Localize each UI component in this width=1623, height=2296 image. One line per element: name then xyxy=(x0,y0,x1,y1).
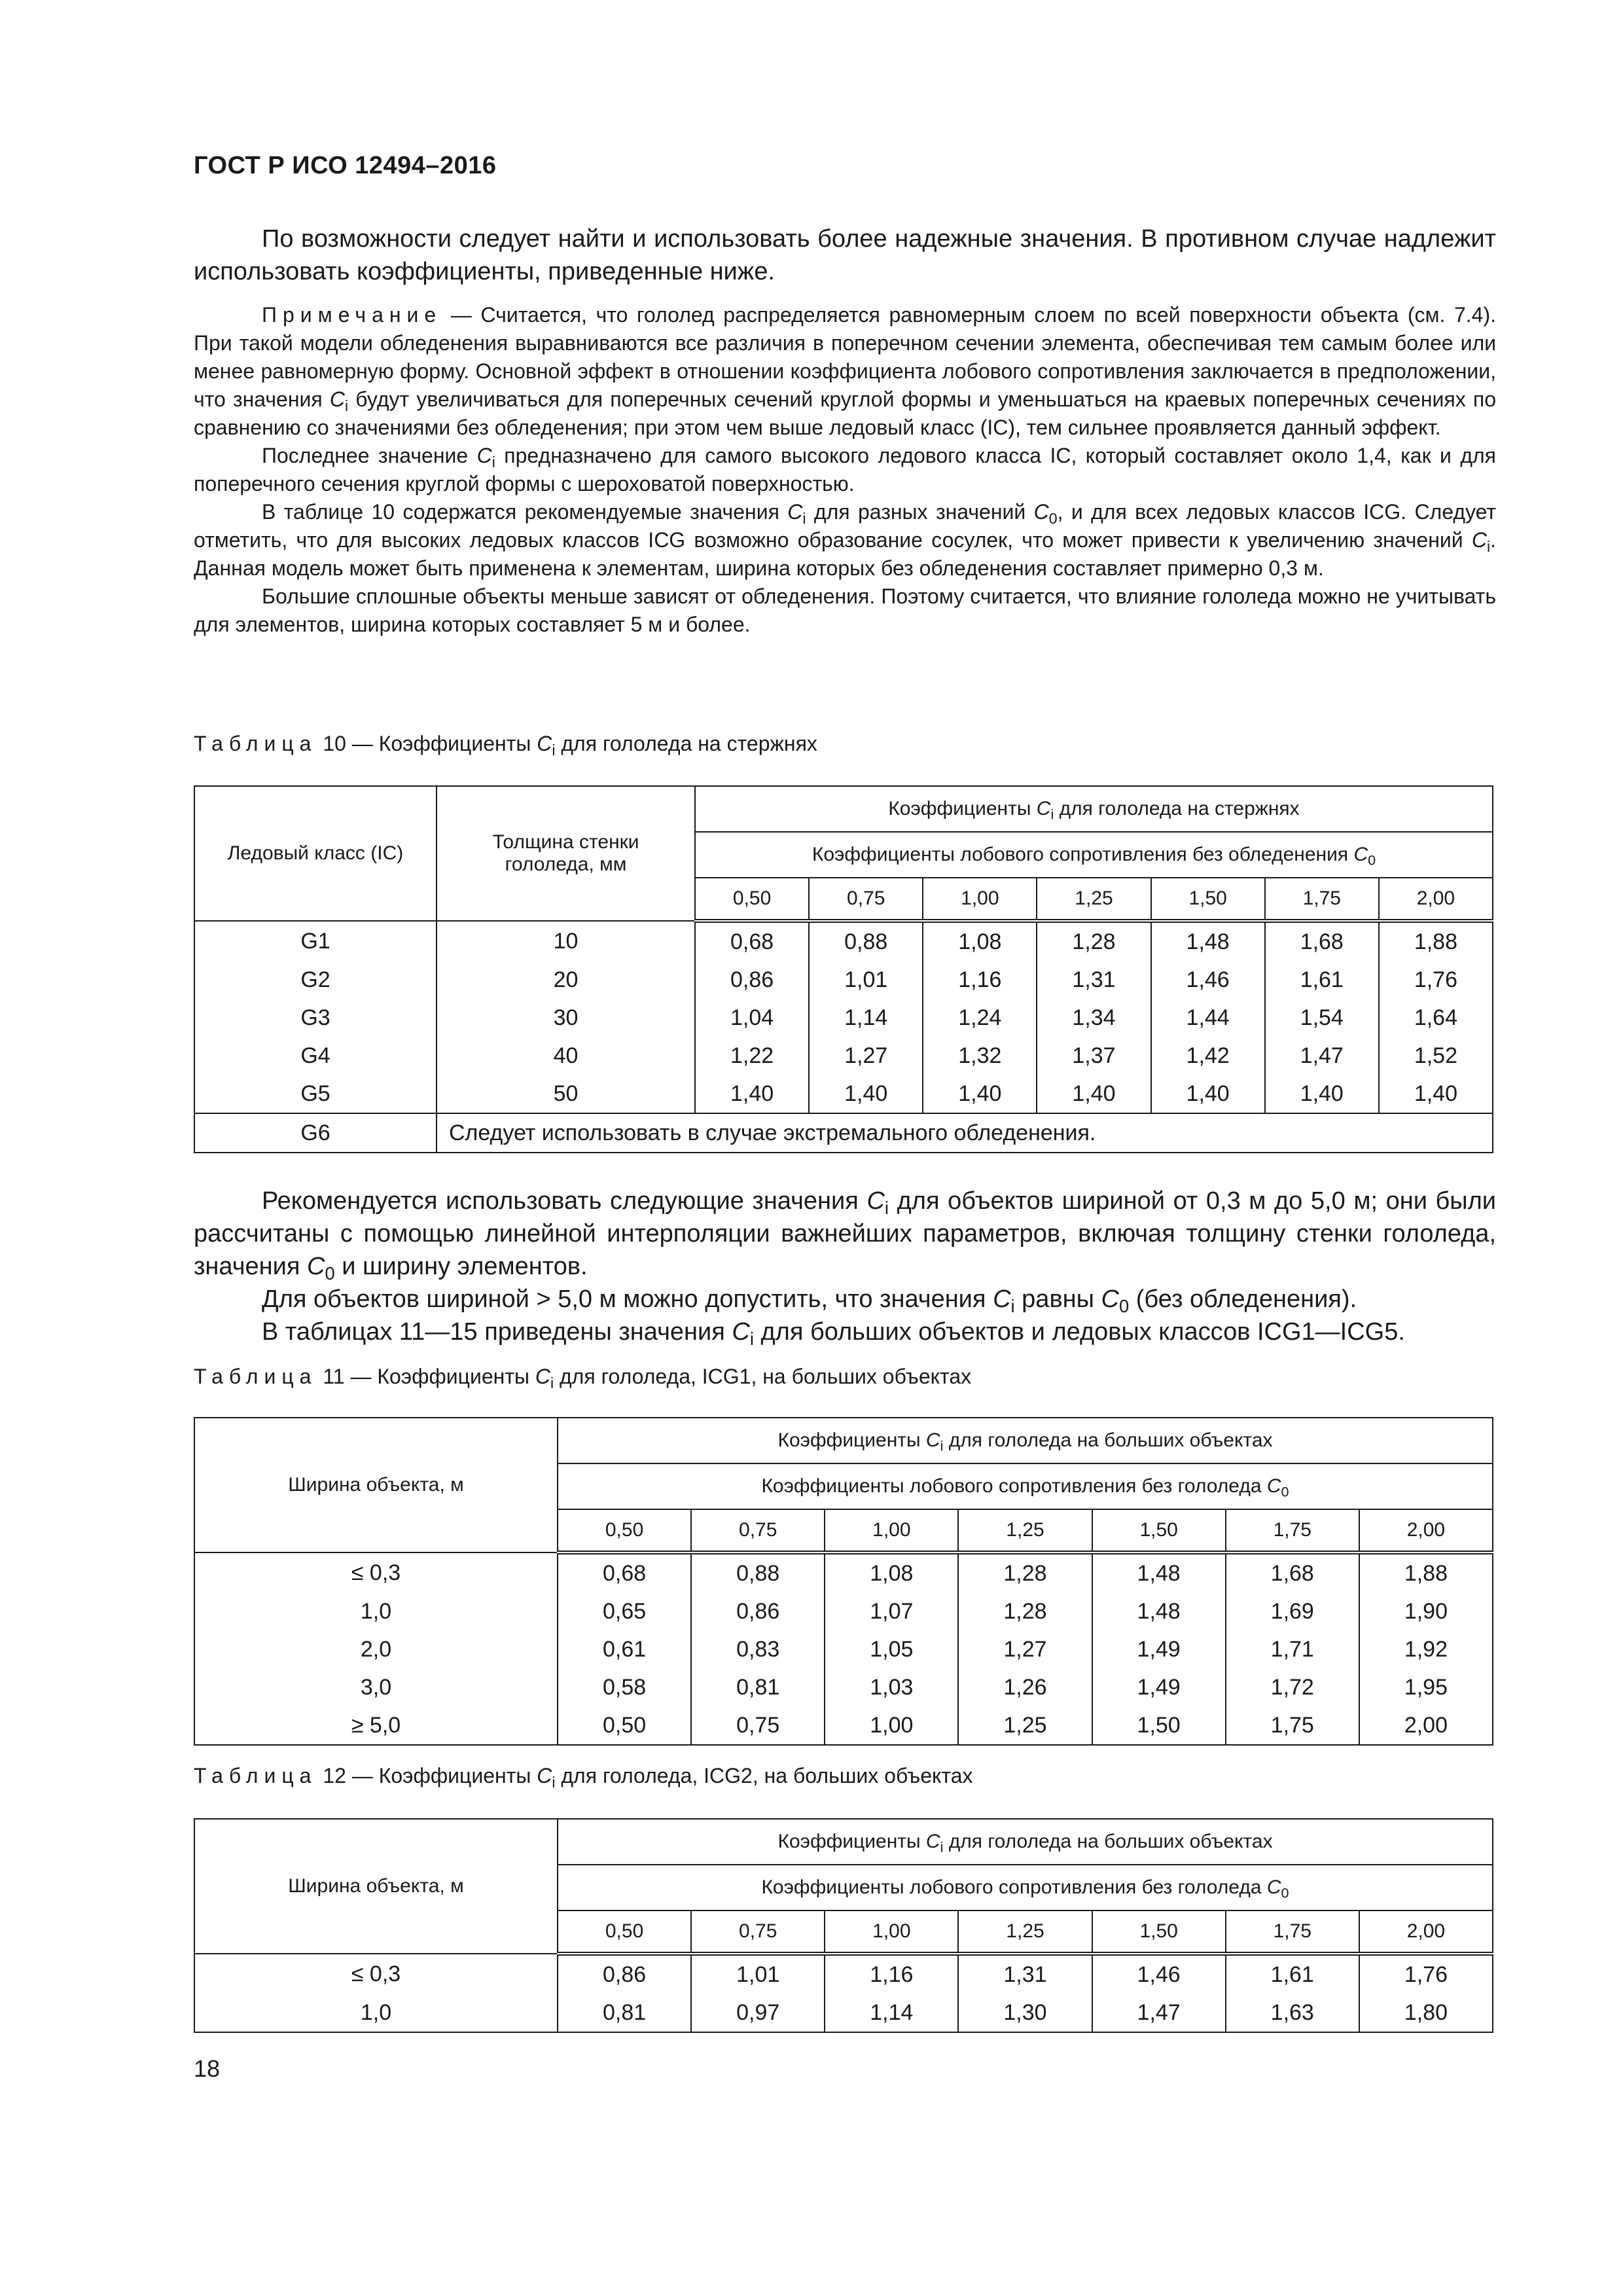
table-row xyxy=(194,1037,1493,1075)
value-cell: 0,88 xyxy=(691,1552,825,1592)
value-cell: 1,05 xyxy=(825,1630,958,1668)
value-cell: 1,61 xyxy=(1226,1954,1359,1994)
note-block xyxy=(194,301,1496,639)
table-row xyxy=(194,1668,1493,1706)
col-thickness: Толщина стенки гололеда, мм xyxy=(437,786,695,921)
table-row xyxy=(194,1075,1493,1113)
document-code: ГОСТ Р ИСО 12494–2016 xyxy=(194,152,497,179)
value-cell: 1,49 xyxy=(1092,1630,1226,1668)
value-cell: 1,27 xyxy=(809,1037,923,1075)
value-cell: 0,58 xyxy=(558,1668,691,1706)
value-cell: 1,52 xyxy=(1379,1037,1493,1075)
c0-header: 1,00 xyxy=(825,1509,958,1552)
table-row xyxy=(194,1630,1493,1668)
sub-title: Коэффициенты лобового сопротивления без гололеда $C_0$ xyxy=(558,1865,1493,1910)
value-cell: 1,28 xyxy=(958,1592,1092,1630)
c0-header: 1,75 xyxy=(1265,878,1379,921)
row-label-cell: 2,0 xyxy=(194,1630,558,1668)
row-label-cell: 20 xyxy=(437,961,695,999)
value-cell: 1,48 xyxy=(1092,1592,1226,1630)
value-cell: 1,54 xyxy=(1265,999,1379,1037)
intro-paragraph: По возможности следует найти и использовать более надежные значения. В противном случае надлежит использовать коэффициенты, приведенные ниже. xyxy=(194,225,1496,285)
value-cell: 0,86 xyxy=(558,1954,691,1994)
value-cell: 0,81 xyxy=(691,1668,825,1706)
middle-paragraph-1: Рекомендуется использовать следующие значения $C_i$ для объектов шириной от 0,3 м до 5,0 м; они были рассчитаны с помощью линейной интерполяции важнейших параметров, включая толщину стенки гололеда, значения $C_0$ и ширину элементов. xyxy=(194,1187,1497,1284)
value-cell: 1,75 xyxy=(1226,1706,1359,1745)
value-cell: 0,86 xyxy=(691,1592,825,1630)
group-title: Коэффициенты $C_i$ для гололеда на стержнях xyxy=(695,786,1493,832)
value-cell: 1,25 xyxy=(958,1706,1092,1745)
value-cell: 1,03 xyxy=(825,1668,958,1706)
c0-header: 1,25 xyxy=(958,1509,1092,1552)
value-cell: 1,46 xyxy=(1151,961,1265,999)
value-cell: 1,48 xyxy=(1151,921,1265,961)
c0-header: 1,00 xyxy=(923,878,1037,921)
table-row xyxy=(194,961,1493,999)
middle-paragraph-3: В таблицах 11—15 приведены значения $C_i$ для больших объектов и ледовых классов ICG1—ICG5. xyxy=(262,1318,1405,1350)
note-paragraph-1: Примечание — Считается, что гололед распределяется равномерным слоем по всей поверхности объекта (см. 7.4). При такой модели обледенения выравниваются все различия в поперечном сечении элемента, обеспечивая тем самым более или менее равномерную форму. Основной эффект в отношении коэффициента лобового сопротивления заключается в предположении, что значения $C_i$ будут увеличиваться для поперечных сечений круглой формы и уменьшаться на краевых поперечных сечениях по сравнению со значениями без обледенения; при этом чем выше ледовый класс (IC), тем сильнее проявляется данный эффект. xyxy=(194,303,1497,439)
value-cell: 1,31 xyxy=(958,1954,1092,1994)
c0-header: 0,75 xyxy=(691,1910,825,1954)
row-label-cell: ≥ 5,0 xyxy=(194,1706,558,1745)
c0-header: 1,75 xyxy=(1226,1910,1359,1954)
col-ice-class: Ледовый класс (IC) xyxy=(194,786,437,921)
value-cell: 1,63 xyxy=(1226,1994,1359,2032)
value-cell: 1,42 xyxy=(1151,1037,1265,1075)
c0-header: 1,00 xyxy=(825,1910,958,1954)
value-cell: 1,64 xyxy=(1379,999,1493,1037)
table10 xyxy=(194,785,1493,1153)
col-object-width: Ширина объекта, м xyxy=(194,1819,558,1954)
note-paragraph-2: Последнее значение $C_i$ предназначено для самого высокого ледового класса IC, который составляет около 1,4, как и для поперечного сечения круглой формы с шероховатой поверхностью. xyxy=(194,444,1497,495)
value-cell: 1,37 xyxy=(1037,1037,1150,1075)
c0-header: 1,50 xyxy=(1092,1509,1226,1552)
value-cell: 0,88 xyxy=(809,921,923,961)
value-cell: 1,76 xyxy=(1359,1954,1493,1994)
value-cell: 0,97 xyxy=(691,1994,825,2032)
c0-header: 1,50 xyxy=(1151,878,1265,921)
value-cell: 1,24 xyxy=(923,999,1037,1037)
value-cell: 0,50 xyxy=(558,1706,691,1745)
value-cell: 1,40 xyxy=(1151,1075,1265,1113)
group-title: Коэффициенты $C_i$ для гололеда на больших объектах xyxy=(558,1819,1493,1865)
row-label-cell: 1,0 xyxy=(194,1994,558,2032)
value-cell: 1,69 xyxy=(1226,1592,1359,1630)
value-cell: 0,68 xyxy=(558,1552,691,1592)
value-cell: 0,83 xyxy=(691,1630,825,1668)
value-cell: 1,40 xyxy=(695,1075,809,1113)
value-cell: 1,14 xyxy=(809,999,923,1037)
row-label-cell: G2 xyxy=(194,961,437,999)
value-cell: 1,40 xyxy=(1265,1075,1379,1113)
row-label-cell: 50 xyxy=(437,1075,695,1113)
c0-header: 0,50 xyxy=(695,878,809,921)
value-cell: 1,68 xyxy=(1226,1552,1359,1592)
table12-caption: Таблица 12 — Коэффициенты $C_i$ для гололеда, ICG2, на больших объектах xyxy=(194,1764,973,1791)
c0-header: 2,00 xyxy=(1359,1509,1493,1552)
table-row xyxy=(194,1954,1493,1994)
row-label-cell: G4 xyxy=(194,1037,437,1075)
value-cell: 1,16 xyxy=(825,1954,958,1994)
value-cell: 1,92 xyxy=(1359,1630,1493,1668)
value-cell: 1,31 xyxy=(1037,961,1150,999)
value-cell: 1,28 xyxy=(1037,921,1150,961)
value-cell: 1,34 xyxy=(1037,999,1150,1037)
value-cell: 1,47 xyxy=(1092,1994,1226,2032)
c0-header: 1,25 xyxy=(958,1910,1092,1954)
value-cell: 1,46 xyxy=(1092,1954,1226,1994)
row-label-cell: 40 xyxy=(437,1037,695,1075)
value-cell: 1,76 xyxy=(1379,961,1493,999)
table11-caption: Таблица 11 — Коэффициенты $C_i$ для гололеда, ICG1, на больших объектах xyxy=(194,1365,972,1391)
value-cell: 1,14 xyxy=(825,1994,958,2032)
row-label-cell: 3,0 xyxy=(194,1668,558,1706)
value-cell: 2,00 xyxy=(1359,1706,1493,1745)
table-row xyxy=(194,999,1493,1037)
value-cell: 1,49 xyxy=(1092,1668,1226,1706)
value-cell: 1,01 xyxy=(809,961,923,999)
middle-text xyxy=(194,1185,1496,1348)
value-cell: 1,40 xyxy=(1379,1075,1493,1113)
row-label-cell: 10 xyxy=(437,921,695,961)
value-cell: 0,81 xyxy=(558,1994,691,2032)
value-cell: 1,90 xyxy=(1359,1592,1493,1630)
table-row xyxy=(194,1994,1493,2032)
table11 xyxy=(194,1417,1493,1746)
g6-note-cell: Следует использовать в случае экстремального обледенения. xyxy=(437,1113,1493,1153)
value-cell: 1,68 xyxy=(1265,921,1379,961)
value-cell: 1,72 xyxy=(1226,1668,1359,1706)
value-cell: 1,40 xyxy=(1037,1075,1150,1113)
value-cell: 1,88 xyxy=(1379,921,1493,961)
row-label-cell: G3 xyxy=(194,999,437,1037)
value-cell: 1,32 xyxy=(923,1037,1037,1075)
value-cell: 1,47 xyxy=(1265,1037,1379,1075)
value-cell: 1,04 xyxy=(695,999,809,1037)
value-cell: 0,65 xyxy=(558,1592,691,1630)
table-row xyxy=(194,1552,1493,1592)
value-cell: 1,71 xyxy=(1226,1630,1359,1668)
value-cell: 1,16 xyxy=(923,961,1037,999)
table-row xyxy=(194,1706,1493,1745)
value-cell: 1,07 xyxy=(825,1592,958,1630)
middle-paragraph-2: Для объектов шириной > 5,0 м можно допустить, что значения $C_i$ равны $C_0$ (без обледенения). xyxy=(262,1285,1357,1317)
row-label-cell: G1 xyxy=(194,921,437,961)
value-cell: 1,95 xyxy=(1359,1668,1493,1706)
note-paragraph-4: Большие сплошные объекты меньше зависят от обледенения. Поэтому считается, что влияние гололеда можно не учитывать для элементов, ширина которых составляет 5 м и более. xyxy=(194,584,1496,636)
row-label-cell: ≤ 0,3 xyxy=(194,1954,558,1994)
value-cell: 1,61 xyxy=(1265,961,1379,999)
c0-header: 0,75 xyxy=(809,878,923,921)
row-label-cell: G6 xyxy=(194,1113,437,1153)
row-label-cell: 1,0 xyxy=(194,1592,558,1630)
value-cell: 1,01 xyxy=(691,1954,825,1994)
table-row xyxy=(194,921,1493,961)
value-cell: 1,27 xyxy=(958,1630,1092,1668)
value-cell: 1,88 xyxy=(1359,1552,1493,1592)
value-cell: 0,68 xyxy=(695,921,809,961)
c0-header: 0,50 xyxy=(558,1910,691,1954)
value-cell: 1,08 xyxy=(825,1552,958,1592)
sub-title: Коэффициенты лобового сопротивления без гололеда $C_0$ xyxy=(558,1463,1493,1509)
c0-header: 0,75 xyxy=(691,1509,825,1552)
value-cell: 1,40 xyxy=(809,1075,923,1113)
sub-title: Коэффициенты лобового сопротивления без обледенения $C_0$ xyxy=(695,832,1493,878)
value-cell: 1,28 xyxy=(958,1552,1092,1592)
value-cell: 1,00 xyxy=(825,1706,958,1745)
value-cell: 1,50 xyxy=(1092,1706,1226,1745)
c0-header: 2,00 xyxy=(1379,878,1493,921)
note-label: Примечание xyxy=(262,303,442,327)
table12 xyxy=(194,1818,1493,2033)
value-cell: 0,86 xyxy=(695,961,809,999)
c0-header: 1,75 xyxy=(1226,1509,1359,1552)
value-cell: 1,22 xyxy=(695,1037,809,1075)
c0-header: 0,50 xyxy=(558,1509,691,1552)
row-label-cell: ≤ 0,3 xyxy=(194,1552,558,1592)
value-cell: 0,61 xyxy=(558,1630,691,1668)
page-number: 18 xyxy=(194,2055,221,2082)
row-label-cell: G5 xyxy=(194,1075,437,1113)
table10-caption: Таблица 10 — Коэффициенты $C_i$ для гололеда на стержнях xyxy=(194,732,817,759)
value-cell: 1,40 xyxy=(923,1075,1037,1113)
value-cell: 1,26 xyxy=(958,1668,1092,1706)
value-cell: 1,44 xyxy=(1151,999,1265,1037)
note-paragraph-3: В таблице 10 содержатся рекомендуемые значения $C_i$ для разных значений $C_0$, и для всех ледовых классов ICG. Следует отметить, что для высоких ледовых классов ICG возможно образование сосулек, что может привести к увеличению значений $C_i$. Данная модель может быть применена к элементам, ширина которых без обледенения составляет примерно 0,3 м. xyxy=(194,500,1497,580)
value-cell: 1,48 xyxy=(1092,1552,1226,1592)
value-cell: 0,75 xyxy=(691,1706,825,1745)
value-cell: 1,08 xyxy=(923,921,1037,961)
value-cell: 1,30 xyxy=(958,1994,1092,2032)
c0-header: 2,00 xyxy=(1359,1910,1493,1954)
row-label-cell: 30 xyxy=(437,999,695,1037)
table-row xyxy=(194,1592,1493,1630)
c0-header: 1,25 xyxy=(1037,878,1150,921)
table-row-g6 xyxy=(194,1113,1493,1153)
value-cell: 1,80 xyxy=(1359,1994,1493,2032)
group-title: Коэффициенты $C_i$ для гололеда на больших объектах xyxy=(558,1418,1493,1463)
c0-header: 1,50 xyxy=(1092,1910,1226,1954)
col-object-width: Ширина объекта, м xyxy=(194,1418,558,1552)
